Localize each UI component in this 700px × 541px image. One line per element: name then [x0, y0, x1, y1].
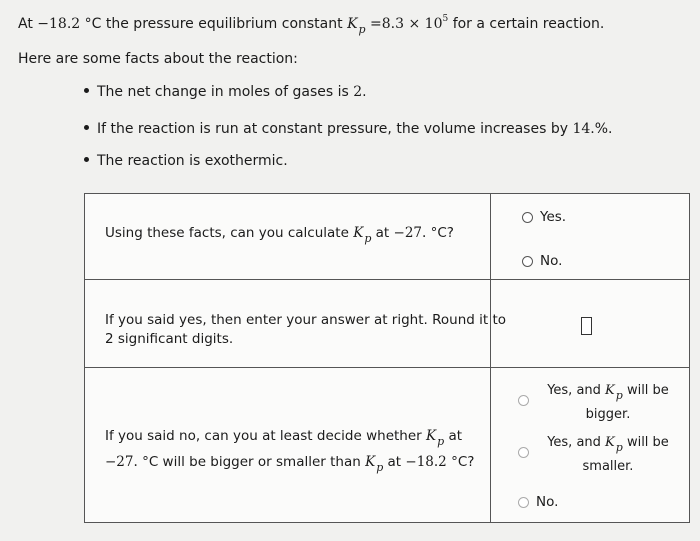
fact-post: %.	[594, 121, 613, 137]
q1-text: Using these facts, can you calculate	[105, 225, 349, 241]
radio-bigger[interactable]	[518, 395, 529, 406]
kp-symbol: K	[347, 16, 358, 32]
row-divider	[85, 279, 689, 280]
radio-button[interactable]	[522, 212, 533, 223]
kp-symbol: K	[353, 225, 364, 241]
q2-line1: If you said yes, then enter your answer at right. Round it to	[105, 312, 507, 328]
intro-unit: °C	[84, 16, 102, 32]
option-text: Yes, and	[547, 435, 601, 450]
q3-at: at	[448, 428, 463, 444]
option-bigger[interactable]	[543, 381, 673, 424]
option-text: will be	[626, 383, 669, 398]
q3-temperature2: −18.2	[405, 454, 447, 470]
intro-prefix: At	[18, 16, 33, 32]
question-bigger-smaller	[105, 427, 474, 477]
radio-no[interactable]	[522, 253, 562, 269]
question-calculate-kp	[105, 224, 454, 248]
kp-symbol: K	[365, 454, 376, 470]
kp-exponent: 5	[442, 14, 449, 24]
radio-label: No.	[540, 253, 563, 269]
fact-value: 2	[353, 84, 363, 100]
intro-text: the pressure equilibrium constant	[105, 16, 343, 32]
problem-statement	[18, 14, 604, 36]
column-divider	[490, 194, 491, 522]
radio-button[interactable]	[518, 497, 529, 508]
fact-text: The net change in moles of gases is	[97, 84, 349, 100]
q1-at: at	[375, 225, 390, 241]
fact-post: .	[362, 84, 367, 100]
kp-subscript: p	[615, 389, 623, 402]
q1-temperature: −27.	[393, 225, 427, 241]
fact-value: 14.	[572, 121, 595, 137]
q1-unit: °C?	[430, 225, 454, 241]
fact-item	[84, 121, 612, 137]
radio-label: No.	[536, 494, 559, 510]
row-divider	[85, 367, 689, 368]
kp-value: =8.3 × 10	[370, 16, 443, 32]
facts-heading: Here are some facts about the reaction:	[18, 51, 298, 67]
q3-text: If you said no, can you at least decide whether	[105, 428, 422, 444]
question-enter-answer	[105, 311, 506, 349]
kp-symbol: K	[605, 435, 615, 450]
option-text: Yes, and	[547, 383, 601, 398]
kp-symbol: K	[426, 428, 437, 444]
kp-subscript: p	[615, 441, 623, 454]
bullet-icon	[84, 88, 89, 93]
radio-button[interactable]	[522, 256, 533, 267]
kp-symbol: K	[605, 383, 615, 398]
option-word: bigger.	[585, 407, 631, 422]
radio-yes[interactable]	[522, 209, 566, 225]
answer-input[interactable]	[581, 317, 592, 335]
question-table	[84, 193, 690, 523]
fact-text: The reaction is exothermic.	[97, 153, 288, 169]
option-word: smaller.	[582, 459, 634, 474]
radio-smaller[interactable]	[518, 447, 529, 458]
q3-text2: °C will be bigger or smaller than	[142, 454, 361, 470]
intro-temperature: −18.2	[37, 16, 81, 32]
q3-unit: °C?	[451, 454, 475, 470]
intro-suffix: for a certain reaction.	[452, 16, 605, 32]
fact-item	[84, 153, 288, 169]
q3-temperature: −27.	[105, 454, 138, 470]
q3-at2: at	[387, 454, 402, 470]
q2-line2: 2 significant digits.	[105, 331, 234, 347]
bullet-icon	[84, 125, 89, 130]
radio-label: Yes.	[540, 209, 567, 225]
fact-item	[84, 84, 367, 100]
option-smaller[interactable]	[540, 433, 676, 476]
fact-text: If the reaction is run at constant pressure, the volume increases by	[97, 121, 568, 137]
option-text: will be	[626, 435, 669, 450]
radio-no-decide[interactable]	[518, 494, 558, 510]
kp-subscript: p	[364, 232, 372, 245]
kp-subscript: p	[358, 23, 366, 36]
kp-subscript: p	[376, 461, 384, 474]
kp-subscript: p	[437, 435, 445, 448]
bullet-icon	[84, 157, 89, 162]
